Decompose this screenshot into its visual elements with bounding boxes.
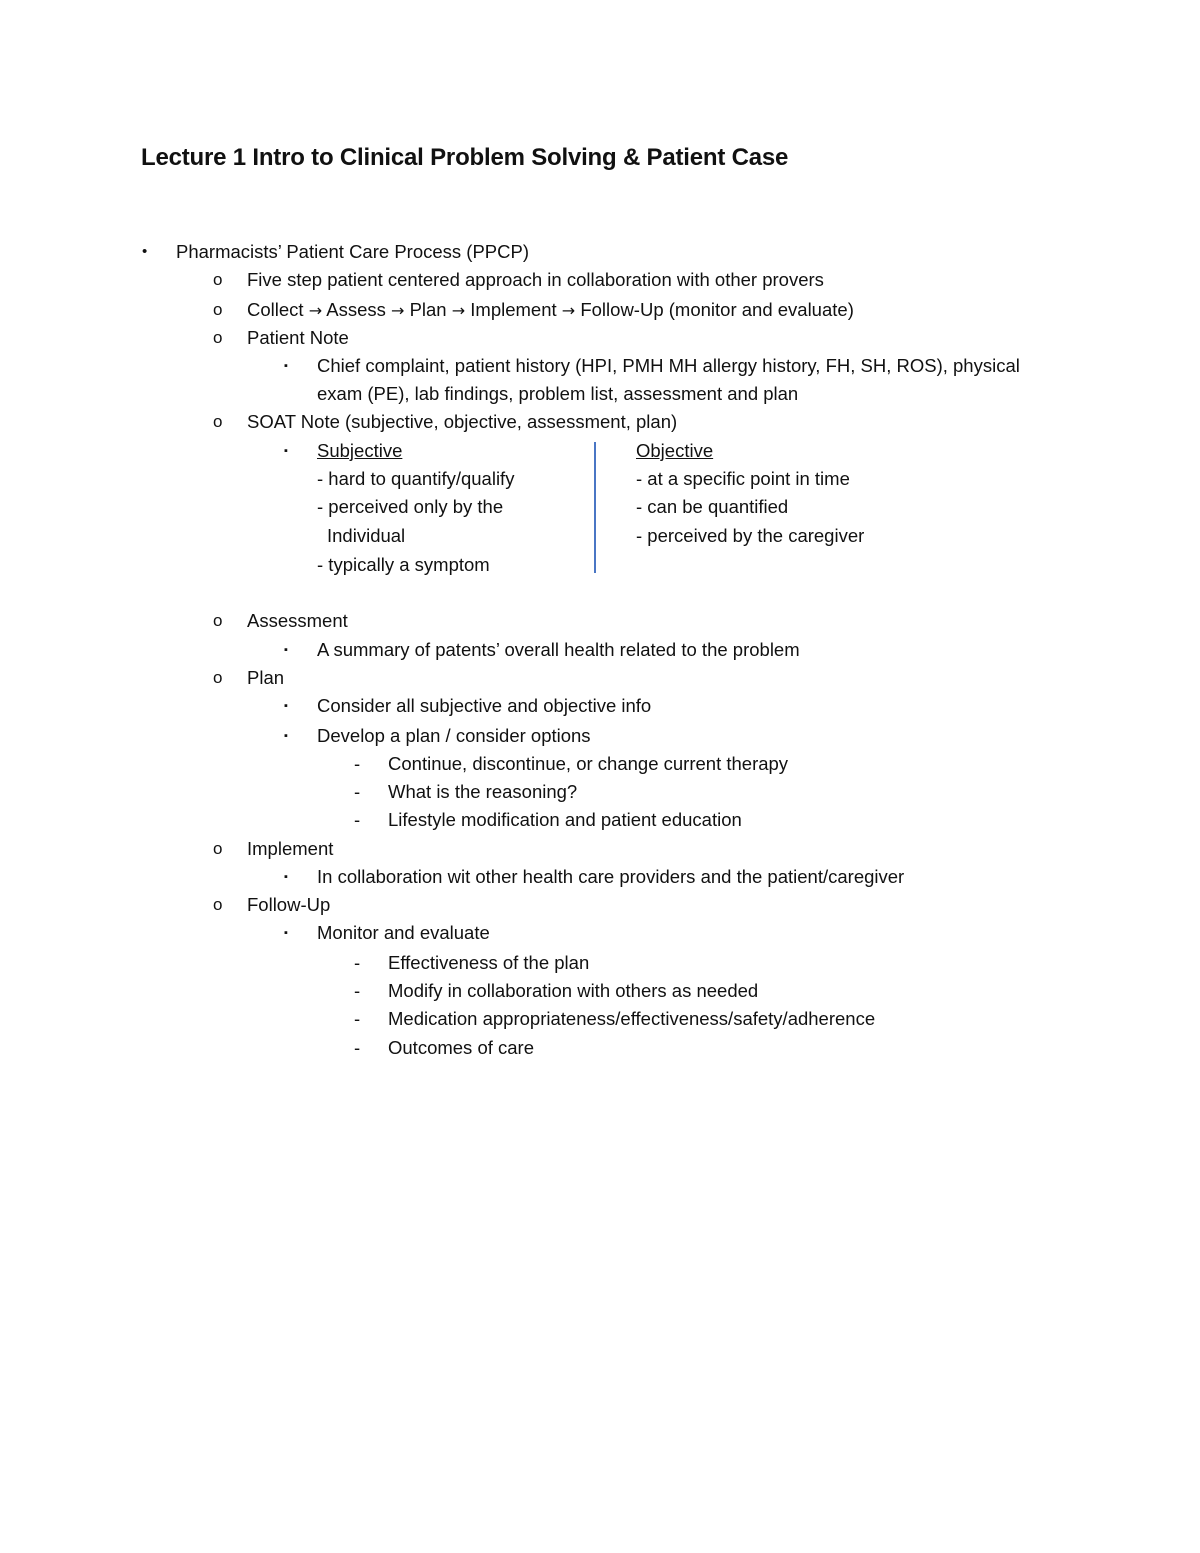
ppcp-flow [247,296,854,325]
assessment-heading: Assessment [247,610,348,631]
page-title: Lecture 1 Intro to Clinical Problem Solving & Patient Case [141,144,789,171]
dash-bullet: - [354,753,361,774]
square-bullet: ▪ [284,360,288,372]
flow-implement: Implement [470,299,557,320]
plan-sub-item: What is the reasoning? [388,781,578,802]
flow-collect: Collect [247,299,304,320]
patient-note-heading: Patient Note [247,327,349,348]
objective-item: - can be quantified [636,496,789,517]
dash-bullet: - [354,809,361,830]
follow-up-item: Monitor and evaluate [317,922,490,943]
objective-item: - at a specific point in time [636,468,850,489]
subjective-item: - hard to quantify/qualify [317,468,515,489]
implement-heading: Implement [247,838,334,859]
follow-up-heading: Follow-Up [247,894,331,915]
plan-heading: Plan [247,667,285,688]
dash-bullet: - [354,781,361,802]
follow-up-sub-item: Medication appropriateness/effectiveness/safety/adherence [388,1008,876,1029]
circle-bullet: o [213,328,223,347]
circle-bullet: o [213,895,223,914]
square-bullet: ▪ [284,730,288,742]
subjective-heading: Subjective [317,440,403,461]
follow-up-sub-item: Effectiveness of the plan [388,952,590,973]
circle-bullet: o [213,412,223,431]
square-bullet: ▪ [284,445,288,457]
subjective-item: - perceived only by the [317,496,504,517]
arrow-right-icon: → [451,301,466,320]
circle-bullet: o [213,668,223,687]
implement-item: In collaboration wit other health care providers and the patient/caregiver [317,866,905,887]
arrow-right-icon: → [308,301,323,320]
square-bullet: ▪ [284,871,288,883]
follow-up-sub-item: Modify in collaboration with others as needed [388,980,759,1001]
dash-bullet: - [354,1008,361,1029]
ppcp-heading: Pharmacists’ Patient Care Process (PPCP) [176,241,529,262]
plan-sub-item: Lifestyle modification and patient education [388,809,742,830]
plan-item: Develop a plan / consider options [317,725,591,746]
dash-bullet: - [354,952,361,973]
subjective-item: Individual [327,525,406,546]
circle-bullet: o [213,270,223,289]
objective-heading: Objective [636,440,714,461]
assessment-item: A summary of patents’ overall health related to the problem [317,639,800,660]
square-bullet: ▪ [284,644,288,656]
arrow-right-icon: → [391,301,405,320]
disc-bullet: • [142,243,148,260]
flow-follow-up: Follow-Up (monitor and evaluate) [580,299,854,320]
dash-bullet: - [354,980,361,1001]
circle-bullet: o [213,611,223,630]
column-divider [594,442,596,573]
circle-bullet: o [213,300,223,319]
flow-assess: Assess [326,299,386,320]
dash-bullet: - [354,1037,361,1058]
objective-item: - perceived by the caregiver [636,525,865,546]
plan-sub-item: Continue, discontinue, or change current therapy [388,753,789,774]
square-bullet: ▪ [284,700,288,712]
subjective-item: - typically a symptom [317,554,490,575]
arrow-right-icon: → [561,301,576,320]
square-bullet: ▪ [284,927,288,939]
plan-item: Consider all subjective and objective info [317,695,652,716]
soat-heading: SOAT Note (subjective, objective, assessment, plan) [247,411,678,432]
patient-note-line2: exam (PE), lab findings, problem list, assessment and plan [317,383,799,404]
flow-plan: Plan [409,299,447,320]
follow-up-sub-item: Outcomes of care [388,1037,535,1058]
circle-bullet: o [213,839,223,858]
patient-note-line1: Chief complaint, patient history (HPI, PMH MH allergy history, FH, SH, ROS), physical [317,355,1020,376]
five-step-text: Five step patient centered approach in collaboration with other provers [247,269,824,290]
